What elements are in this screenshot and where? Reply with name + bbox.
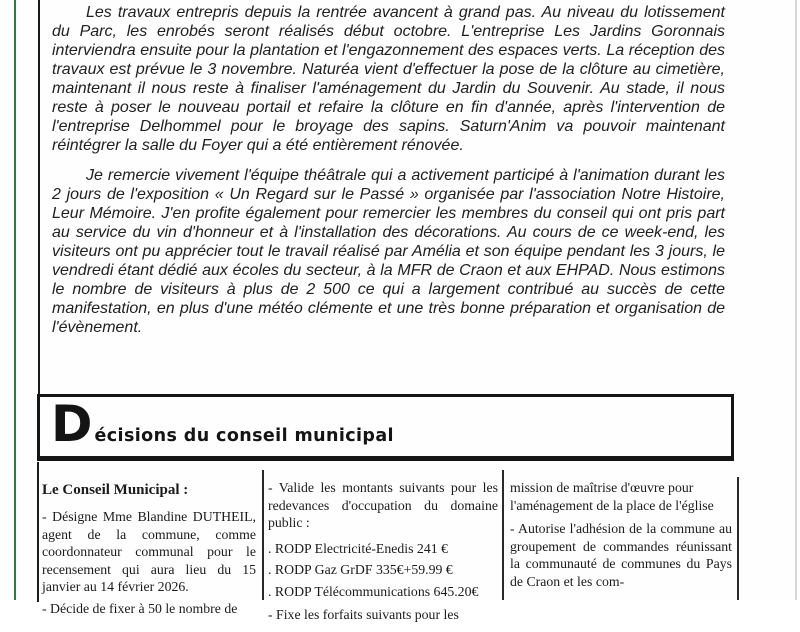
dropcap-letter: D — [51, 395, 93, 453]
column-divider-1 — [262, 470, 264, 600]
list-item: - Autorise l'adhésion de la commune au groupement de commandes réunissant la communauté de communes du Pays de Craon et les com- — [510, 521, 732, 589]
column-maitrise-oeuvre-items — [510, 479, 732, 590]
list-item: . RODP Télécommunications 645.20€ — [268, 583, 479, 599]
decisions-columns — [37, 465, 800, 622]
list-item: - Désigne Mme Blandine DUTHEIL, agent de la commune, comme coordonnateur communal pour le recensement qui aura lieu du 15 janvier au 14 février 2026. — [42, 509, 256, 594]
left-green-rule — [14, 0, 16, 600]
column-redevances — [268, 465, 498, 632]
list-item: - Fixe les forfaits suivants pour les — [268, 607, 459, 622]
column-divider-3 — [737, 477, 739, 600]
list-item: - Décide de fixer à 50 le nombre de — [42, 600, 238, 616]
text-block-left-border — [38, 0, 40, 396]
list-item: . RODP Electricité-Enedis 241 € — [268, 540, 448, 556]
column-conseil — [42, 465, 256, 621]
column-conseil-items — [42, 508, 256, 617]
columns-left-border — [37, 462, 39, 602]
section-header-box — [37, 394, 734, 461]
column-conseil-title: Le Conseil Municipal : — [42, 482, 189, 498]
column-divider-2 — [502, 470, 504, 600]
column-maitrise-oeuvre — [510, 465, 732, 598]
paragraph-remerciements: Je remercie vivement l'équipe théâtrale qui a activement participé à l'animation durant les 2 jours de l'exposition « Un Regard sur le Passé » organisée par l'association Notre Histoire, Leur Mémoire. J'en profite également pour remercier les membres du conseil qui ont pris part au service du vin d'honneur et à l'installation des décorations. Au cours de ce week-end, les visiteurs ont pu apprécier tout le travail réalisé par Amélia et son équipe pendant les 3 jours, le vendredi étant dédié aux écoles du secteur, à la MFR de Craon et aux EHPAD. Nous estimons le nombre de visiteurs à plus de 2 500 ce qui a largement contribué au succès de cette manifestation, en plus d'une météo clémente et une très bonne préparation et organisation de l'évènement. — [52, 167, 725, 336]
list-item: . RODP Gaz GrDF 335€+59.99 € — [268, 562, 453, 577]
column-redevances-items — [268, 479, 498, 624]
paragraph-travaux: Les travaux entrepris depuis la rentrée avancent à grand pas. Au niveau du lotissement du Parc, les enrobés seront réalisés début octobre. L'entreprise Les Jardins Goronnais interviendra ensuite pour la plantation et l'engazonnement des espaces verts. La réception des travaux est prévue le 3 novembre. Naturéa vient d'effectuer la pose de la clôture au cimetière, maintenant il nous reste à finaliser l'aménagement du Jardin du Souvenir. Au stade, il nous reste à poser le nouveau portail et refaire la clôture en fin d'année, après l'intervention de l'entreprise Delhommel pour le broyage des sapins. Saturn'Anim va pouvoir maintenant réintégrer la salle du Foyer qui a été entièrement rénovée. — [52, 4, 725, 154]
list-item: - Valide les montants suivants pour les redevances d'occupation du domaine public : — [268, 480, 498, 530]
list-item: mission de maîtrise d'œuvre pour l'aménagement de la place de l'église — [510, 480, 714, 513]
editorial-text-block — [52, 3, 725, 337]
section-title: écisions du conseil municipal — [94, 426, 394, 446]
